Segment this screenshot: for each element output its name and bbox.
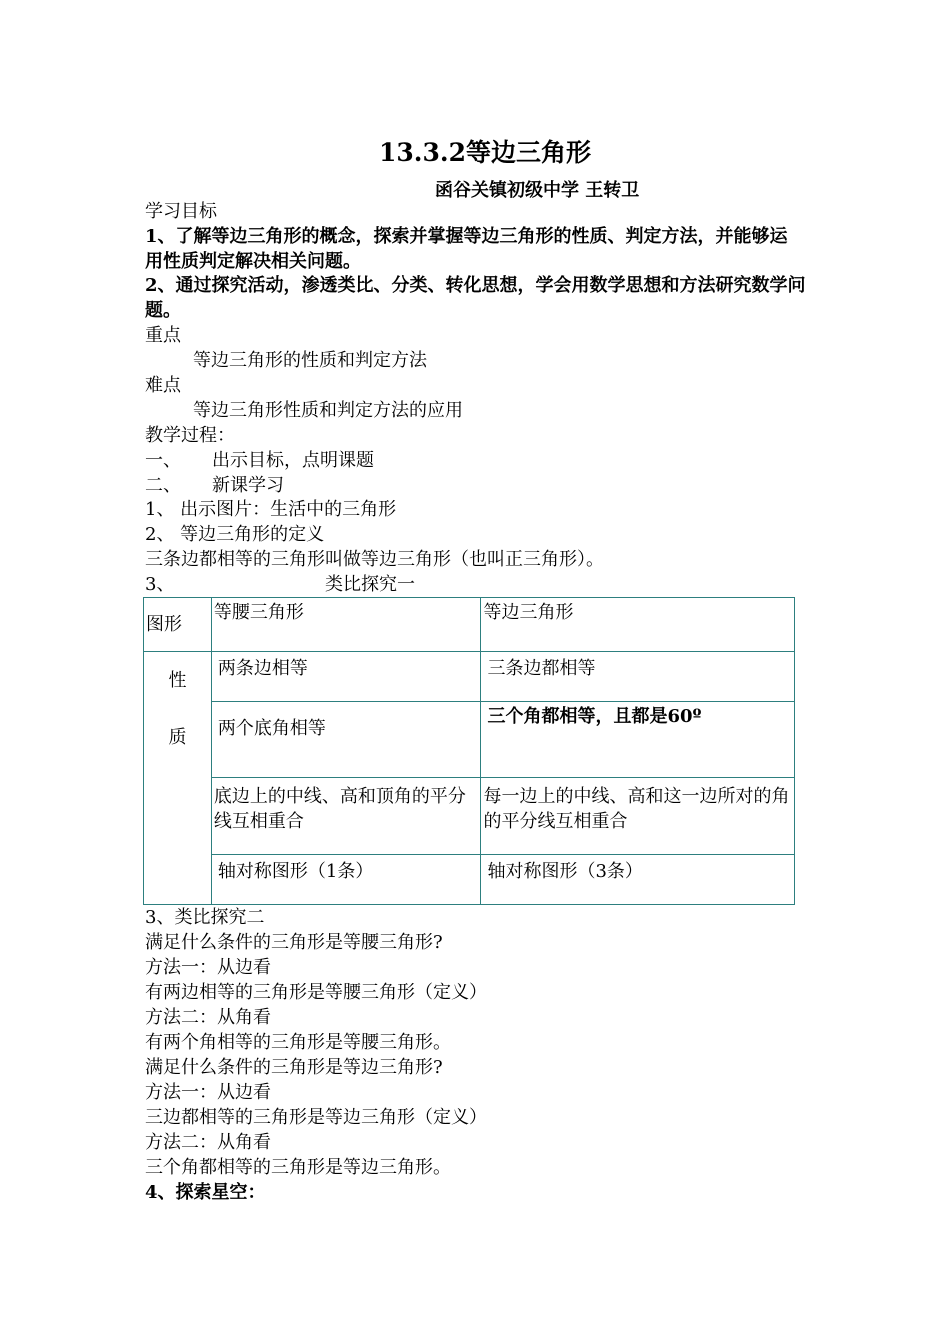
heading-objectives: 学习目标 <box>145 201 217 222</box>
table-cell: 两个底角相等 <box>211 702 481 778</box>
heading-process: 教学过程： <box>145 425 235 446</box>
author-line: 函谷关镇初级中学 王转卫 <box>435 180 640 201</box>
property-label-char-1: 性 <box>168 670 187 691</box>
table-cell: 轴对称图形（3条） <box>481 855 795 905</box>
step-two-text: 新课学习 <box>212 475 284 496</box>
objective-2-line-2: 题。 <box>145 300 181 321</box>
item-3b: 3、类比探究二 <box>145 907 265 928</box>
table-cell: 每一边上的中线、高和这一边所对的角的平分线互相重合 <box>481 778 795 855</box>
comparison-table <box>143 597 795 905</box>
table-cell: 底边上的中线、高和顶角的平分线互相重合 <box>211 778 481 855</box>
header-cell-figure: 图形 <box>144 598 212 652</box>
property-label-char-2: 质 <box>168 727 187 748</box>
key-points-text: 等边三角形的性质和判定方法 <box>193 350 427 371</box>
method-1-text-b: 三边都相等的三角形是等边三角形（定义） <box>145 1107 487 1128</box>
table-cell: 三条边都相等 <box>481 652 795 702</box>
table-row <box>144 652 795 702</box>
item-4: 4、探索星空： <box>145 1182 266 1203</box>
table-row <box>144 778 795 855</box>
table-cell: 三个角都相等，且都是60º <box>481 702 795 778</box>
objective-2-line-1: 2、通过探究活动，渗透类比、分类、转化思想，学会用数学思想和方法研究数学问 <box>145 275 806 296</box>
table-row <box>144 855 795 905</box>
definition-text: 三条边都相等的三角形叫做等边三角形（也叫正三角形）。 <box>145 549 604 570</box>
table-cell: 两条边相等 <box>211 652 481 702</box>
question-isosceles: 满足什么条件的三角形是等腰三角形? <box>145 932 443 953</box>
objective-1-line-1: 1、了解等边三角形的概念，探索并掌握等边三角形的性质、判定方法，并能够运 <box>145 226 788 247</box>
step-one-number: 一、 <box>145 450 181 471</box>
difficulties-text: 等边三角形性质和判定方法的应用 <box>193 400 463 421</box>
objective-1-line-2: 用性质判定解决相关问题。 <box>145 251 361 272</box>
item-1: 1、 出示图片：生活中的三角形 <box>145 499 397 520</box>
item-3-number: 3、 <box>145 574 175 595</box>
property-label-cell <box>144 652 212 905</box>
header-cell-equilateral: 等边三角形 <box>481 598 795 652</box>
method-2-label: 方法二：从角看 <box>145 1007 271 1028</box>
header-cell-isosceles: 等腰三角形 <box>211 598 481 652</box>
item-2: 2、 等边三角形的定义 <box>145 524 325 545</box>
table-cell: 轴对称图形（1条） <box>211 855 481 905</box>
question-equilateral: 满足什么条件的三角形是等边三角形? <box>145 1057 443 1078</box>
method-1-label: 方法一：从边看 <box>145 957 271 978</box>
table-row <box>144 702 795 778</box>
method-2-text-b: 三个角都相等的三角形是等边三角形。 <box>145 1157 451 1178</box>
document-title: 13.3.2等边三角形 <box>379 138 591 167</box>
method-2-text: 有两个角相等的三角形是等腰三角形。 <box>145 1032 451 1053</box>
item-3-text: 类比探究一 <box>325 574 415 595</box>
heading-key-points: 重点 <box>145 325 181 346</box>
method-1-text: 有两边相等的三角形是等腰三角形（定义） <box>145 982 487 1003</box>
method-1-label-b: 方法一：从边看 <box>145 1082 271 1103</box>
step-two-number: 二、 <box>145 475 181 496</box>
step-one-text: 出示目标，点明课题 <box>212 450 374 471</box>
method-2-label-b: 方法二：从角看 <box>145 1132 271 1153</box>
table-row <box>144 598 795 652</box>
heading-difficulties: 难点 <box>145 375 181 396</box>
